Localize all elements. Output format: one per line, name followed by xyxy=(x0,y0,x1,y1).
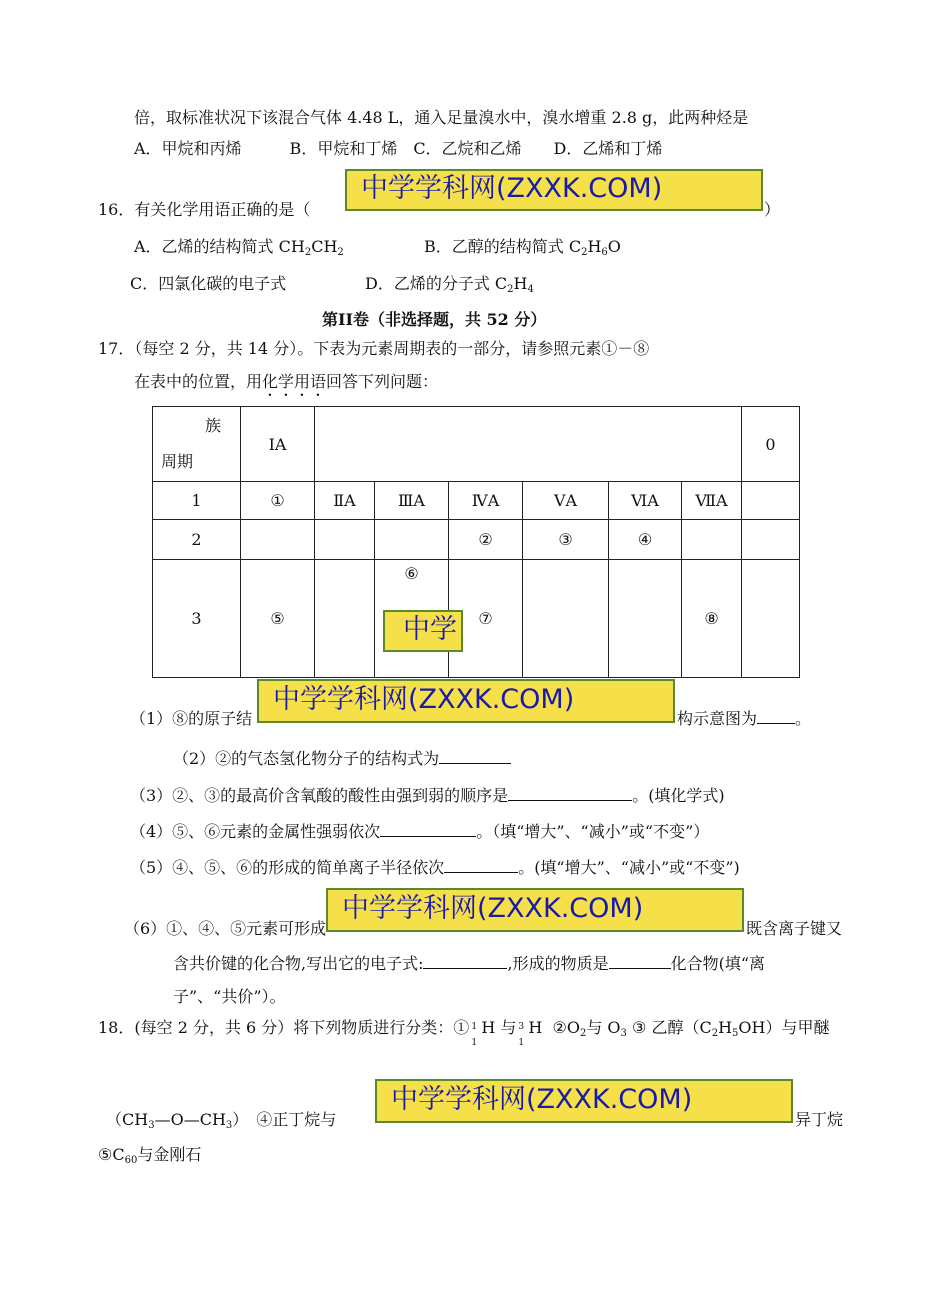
sub-question-3: （3）②、③的最高价含氧酸的酸性由强到弱的顺序是 。(填化学式) xyxy=(130,786,725,805)
section-title: 第II卷（非选择题，共 52 分） xyxy=(322,310,547,329)
question-17: 17．（每空 2 分，共 14 分）。下表为元素周期表的一部分，请参照元素①－⑧ xyxy=(98,339,650,358)
option-a: A．乙烯的结构简式 $CH_2CH_2$ xyxy=(134,237,344,258)
text-line: 倍，取标准状况下该混合气体 4.48 L，通入足量溴水中，溴水增重 2.8 g，此两种烃是 xyxy=(134,108,749,127)
watermark-banner: 中学学科网(ZXXK.COM) xyxy=(375,1079,793,1123)
sub-question-6-line3: 子”、“共价”）。 xyxy=(173,987,286,1006)
periodic-table xyxy=(152,406,800,678)
table-row: 2 ② ③ ④ xyxy=(153,520,800,560)
sub-question-4: （4）⑤、⑥元素的金属性强弱依次 。（填“增大”、“减小”或“不变”） xyxy=(130,822,710,841)
option-c: C．四氯化碳的电子式 xyxy=(130,274,287,293)
isotope-notation: 3 1 xyxy=(518,1021,525,1048)
question-18-line2: $(CH_3—O—CH_3)$ ④正丁烷与 xyxy=(106,1110,337,1131)
question-18-line3: $⑤C_{60}$与金刚石 xyxy=(98,1145,202,1166)
table-row: 1 ① ⅡA ⅢA ⅣA ⅤA ⅥA ⅦA xyxy=(153,482,800,520)
table-corner-header: 族 周期 xyxy=(153,407,241,482)
watermark-banner: 中学学科网(ZXXK.COM) xyxy=(257,679,675,723)
sub-question-1-cont: 构示意图为 。 xyxy=(677,709,812,728)
sub-question-6-cont: 既含离子键又 xyxy=(746,919,843,938)
table-row: 3 ⑤ ⑥ 中学 ⑦ ⑧ xyxy=(153,560,800,678)
answer-options: A．甲烷和丙烯 B．甲烷和丁烯 C．乙烷和乙烯 D．乙烯和丁烯 xyxy=(134,139,663,158)
watermark-banner: 中学学科网(ZXXK.COM) xyxy=(345,169,763,211)
question-17-cont: 在表中的位置，用化学用语回答下列问题： xyxy=(134,372,439,391)
question-18-line2-right: 异丁烷 xyxy=(795,1110,844,1129)
sub-question-6: （6）①、④、⑤元素可形成 xyxy=(124,919,327,938)
watermark-banner-partial: 中学 xyxy=(383,610,463,652)
question-16-close: ） xyxy=(764,200,781,219)
group-ia-header: IA xyxy=(241,407,315,482)
watermark-banner: 中学学科网(ZXXK.COM) xyxy=(326,888,744,932)
option-b: B．乙醇的结构简式 $C_2H_6O$ xyxy=(424,237,621,258)
isotope-notation: 1 1 xyxy=(471,1021,478,1048)
sub-question-2: （2）②的气态氢化物分子的结构式为 xyxy=(173,748,511,770)
sub-question-1: （1）⑧的原子结 xyxy=(130,709,253,728)
option-d: D．乙烯的分子式 $C_2H_4$ xyxy=(365,274,534,295)
sub-question-6-line2: 含共价键的化合物,写出它的电子式: ,形成的物质是 化合物(填“离 xyxy=(173,954,766,973)
group-zero-header: 0 xyxy=(742,407,800,482)
question-18: 18．(每空 2 分，共 6 分）将下列物质进行分类：① 1 1 H 与 3 1 H $②O_2$与 $O_3$ ③ 乙醇$(C_2H_5OH)$与甲醚 xyxy=(98,1018,830,1048)
question-16: 16．有关化学用语正确的是（ xyxy=(98,200,311,219)
sub-question-5: （5）④、⑤、⑥的形成的简单离子半径依次 。(填“增大”、“减小”或“不变”) xyxy=(130,858,740,877)
header-blank xyxy=(315,407,742,482)
